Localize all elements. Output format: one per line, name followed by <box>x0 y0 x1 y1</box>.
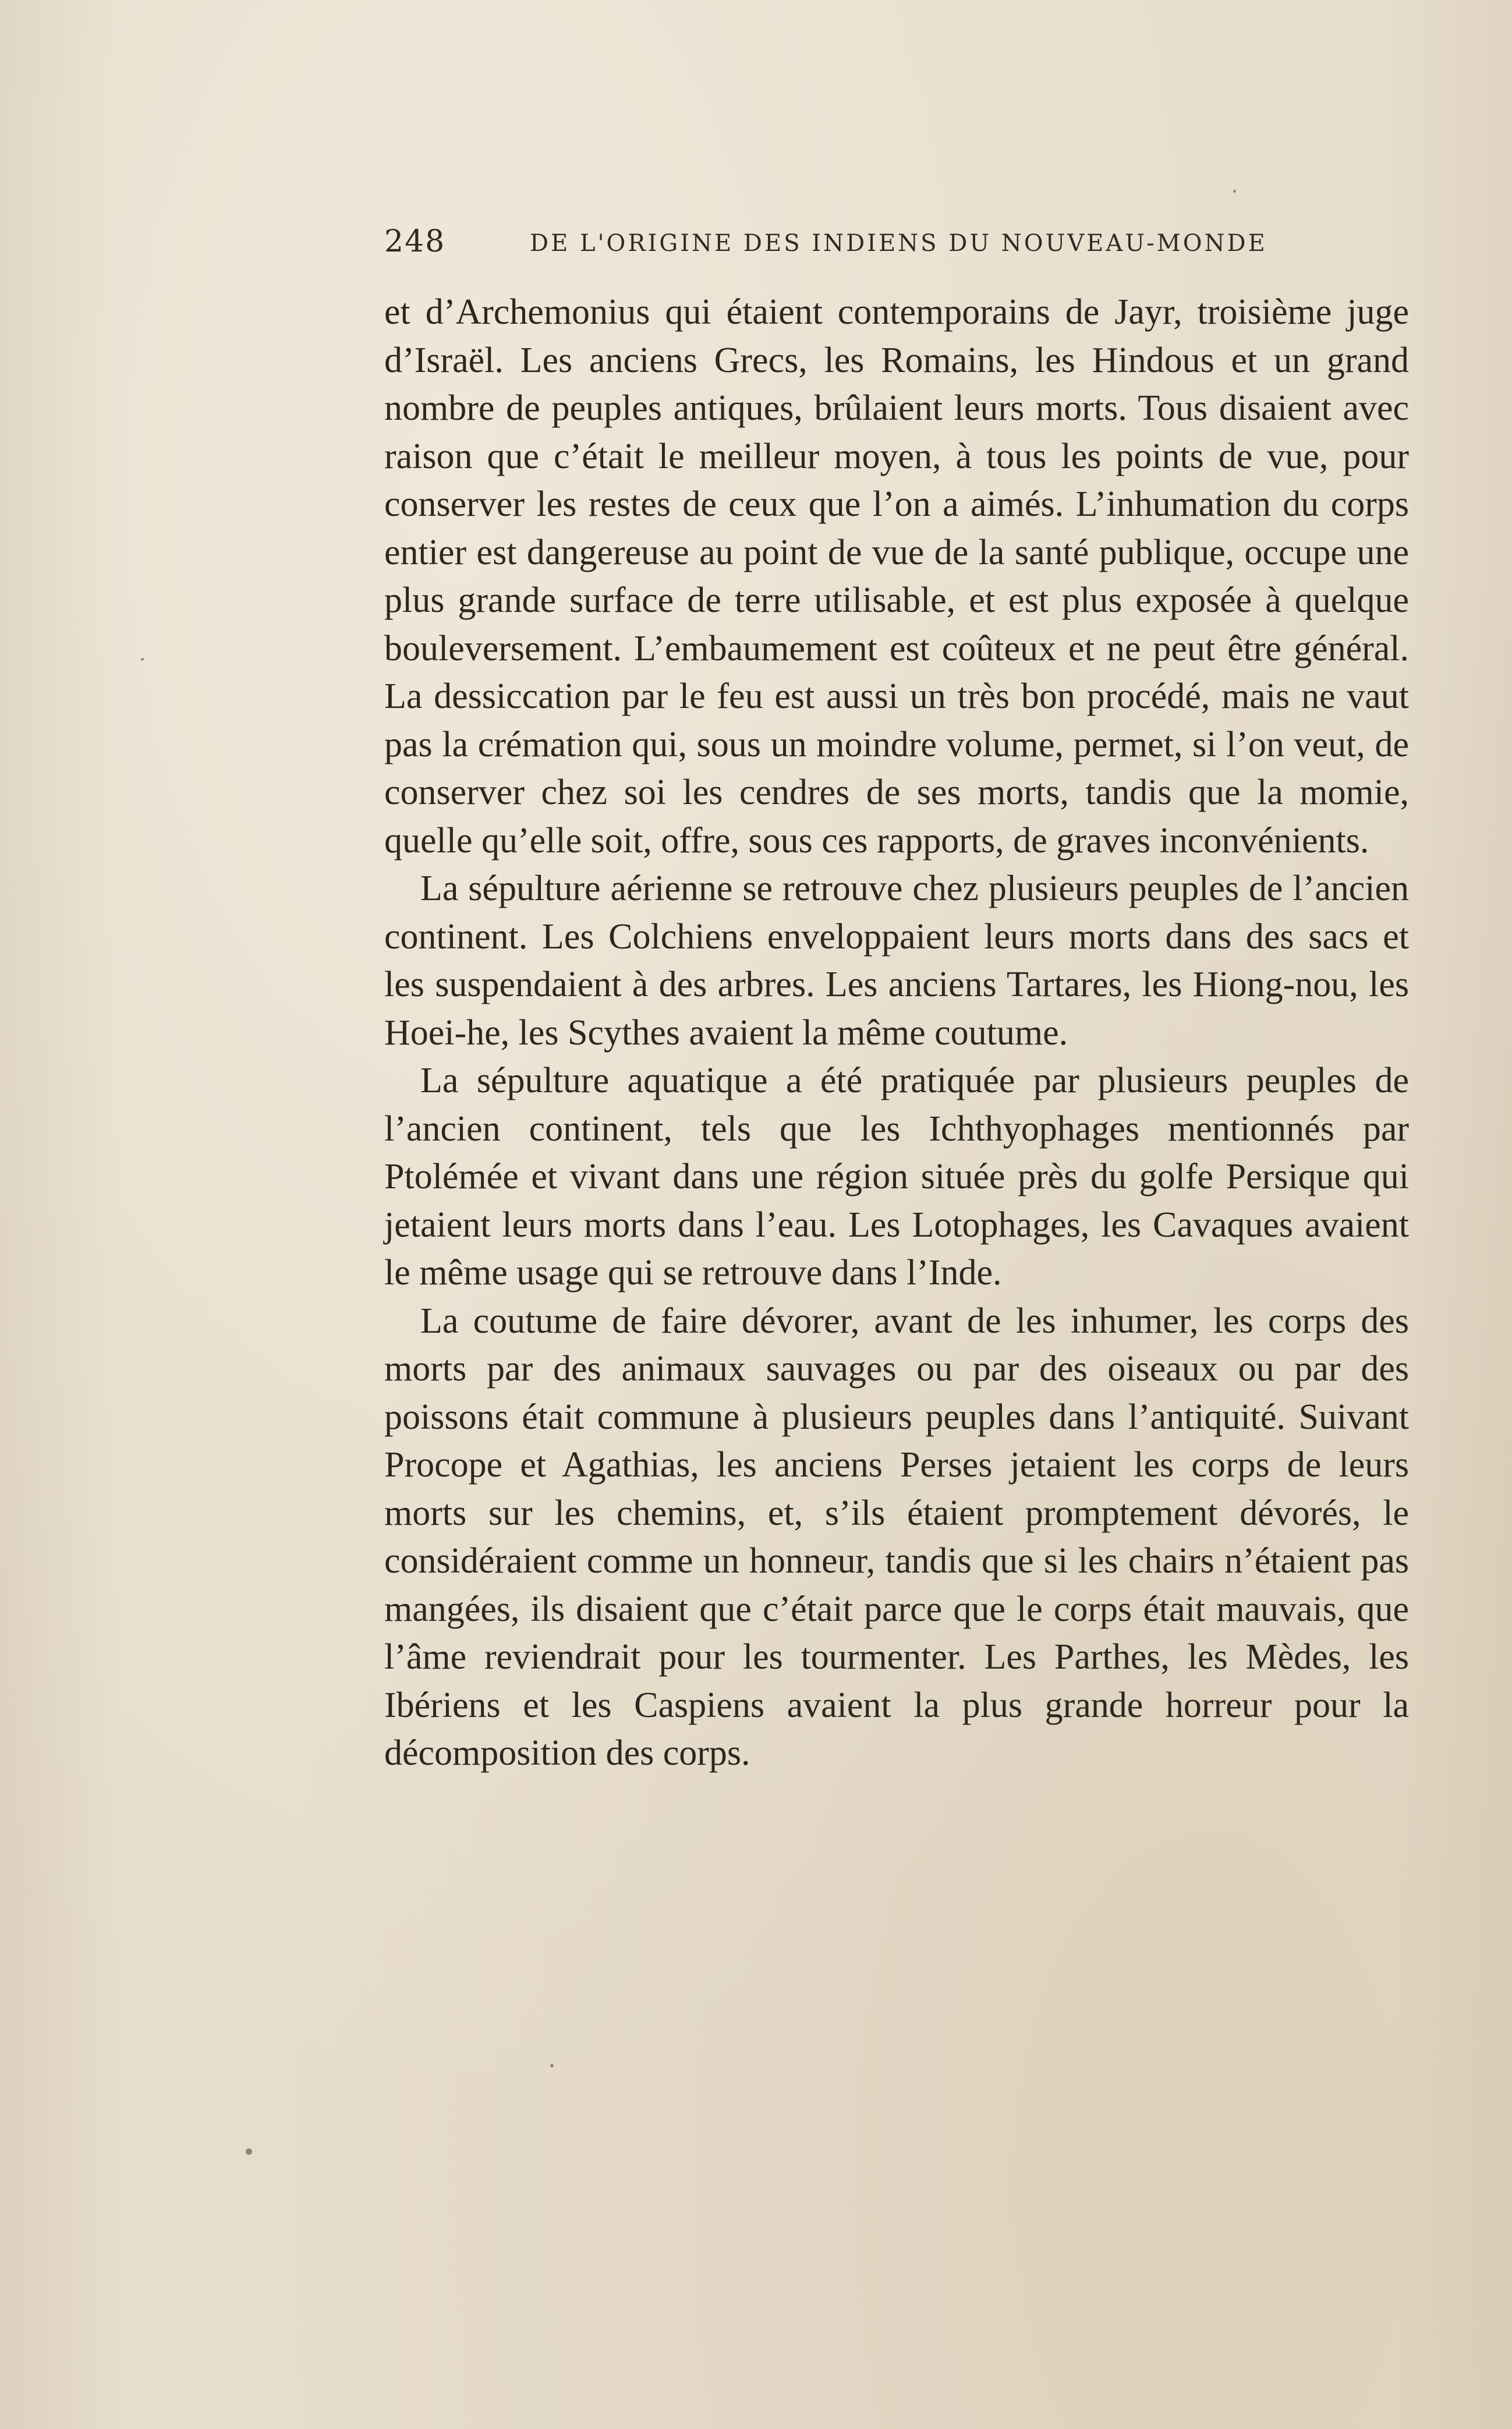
running-head <box>384 224 1409 271</box>
paragraph-aerial-burial: La sépulture aérienne se retrouve chez plusieurs peuples de l’ancien continent. Les Colchiens enveloppaient leurs morts dans des sacs et les suspendaient à des arbres. Les anciens Tartares, les Hiong-nou, les Hoei-he, les Scythes avaient la même coutume. <box>384 869 1409 1053</box>
running-title: DE L'ORIGINE DES INDIENS DU NOUVEAU-MONDE <box>530 230 1267 257</box>
paragraph-devouring-custom: La coutume de faire dévorer, avant de les inhumer, les corps des morts par des animaux sauvages ou par des oiseaux ou par des poissons était commune à plusieurs peuples dans l’antiquité. Suivant Procope et Agathias, les anciens Perses jetaient les corps de leurs morts sur les chemins, et, s’ils étaient promptement dévorés, le considéraient comme un honneur, tandis que si les chairs n’étaient pas mangées, ils disaient que c’était parce que le corps était mauvais, que l’âme reviendrait pour les tourmenter. Les Parthes, les Mèdes, les Ibériens et les Caspiens avaient la plus grande horreur pour la décomposition des corps. <box>384 1301 1409 1773</box>
body-text <box>384 288 1409 1778</box>
paragraph-cremation: et d’Archemonius qui étaient contemporains de Jayr, troisième juge d’Israël. Les anciens Grecs, les Romains, les Hindous et un grand nombre de peuples antiques, brûlaient leurs morts. Tous disaient avec raison que c’était le meilleur moyen, à tous les points de vue, pour conserver les restes de ceux que l’on a aimés. L’inhumation du corps entier est dangereuse au point de vue de la santé publique, occupe une plus grande surface de terre utilisable, et est plus exposée à quelque bouleversement. L’embaumement est coûteux et ne peut être général. La dessiccation par le feu est aussi un très bon procédé, mais ne vaut pas la crémation qui, sous un moindre volume, permet, si l’on veut, de conserver chez soi les cendres de ses morts, tandis que la momie, quelle qu’elle soit, offre, sous ces rapports, de graves inconvénients. <box>384 292 1409 861</box>
paper-speck <box>141 658 144 661</box>
paragraph-aquatic-burial: La sépulture aquatique a été pratiquée par plusieurs peuples de l’ancien continent, tels que les Ichthyophages mentionnés par Ptolémée et vivant dans une région située près du golfe Persique qui jetaient leurs morts dans l’eau. Les Lotophages, les Cavaques avaient le même usage qui se retrouve dans l’Inde. <box>384 1061 1409 1293</box>
paper-speck <box>246 2148 252 2155</box>
paper-speck <box>1233 190 1236 193</box>
page-number: 248 <box>384 224 446 259</box>
paper-speck <box>550 2064 554 2067</box>
